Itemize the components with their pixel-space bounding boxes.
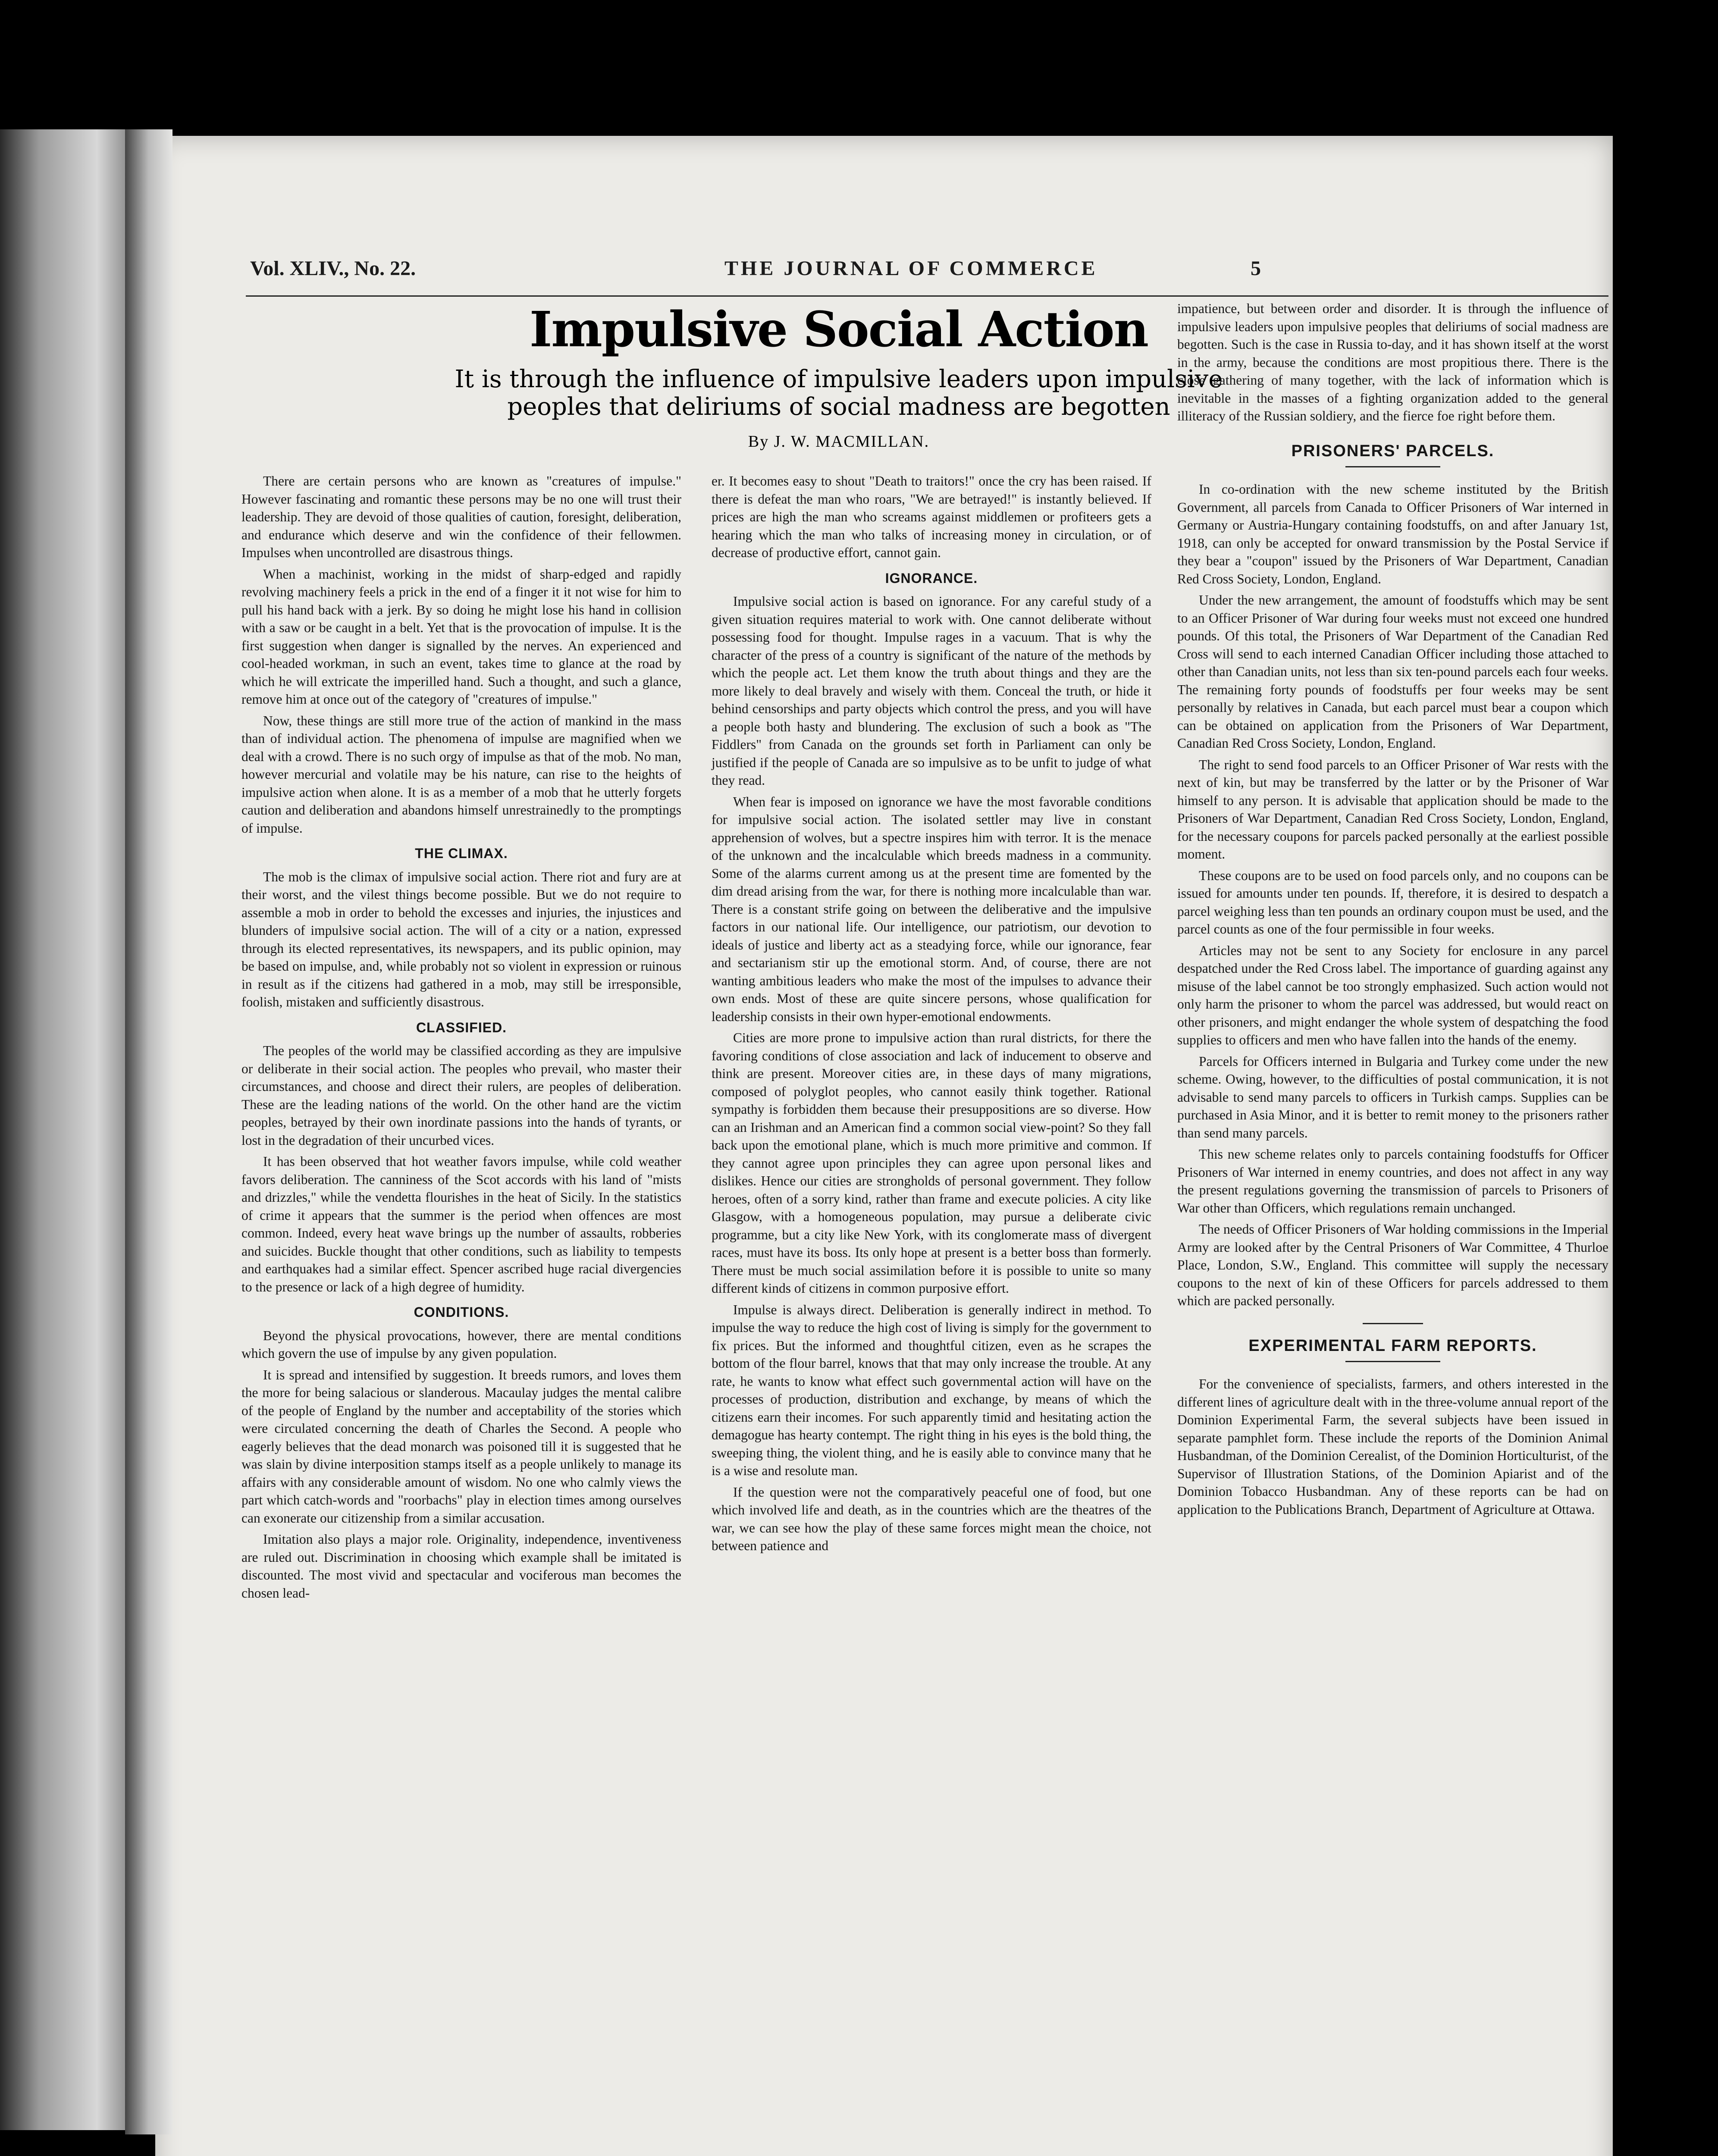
paragraph: In co-ordination with the new scheme instituted by the British Government, all parcels from Canada to Officer Prisoners of War interned in Germany or Austria-Hungary containing foodstuffs, on and after January 1st, 1918, can only be accepted for onward transmission by the Postal Service if they bear a "coupon" issued by the Prisoners of War Department, Canadian Red Cross Society, London, England. — [1177, 482, 1608, 586]
paragraph: When a machinist, working in the midst of sharp-edged and rapidly revolving machinery feels a prick in the end of a finger it it not wise for him to pull his hand back with a jerk. By so doing he might lose his hand in collision with a saw or be caught in a belt. Yet that is the provocation of impulse. It is the first suggestion when danger is signalled by the nerves. An experienced and cool-headed workman, in such an event, takes time to glance at the road by which he will extricate the imperilled hand. Such a thought, and such a glance, remove him at once out of the category of "creatures of impulse." — [241, 566, 681, 707]
heading-rule — [1345, 466, 1440, 467]
paragraph: er. It becomes easy to shout "Death to traitors!" once the cry has been raised. If there is defeat the man who roars, "We are betrayed!" is instantly believed. If prices are high the man who screams against middlemen or profiteers gets a hearing which the man who talks of increasing money in circulation, or of decrease of productive effort, cannot gain. — [712, 473, 1151, 560]
section-heading-climax: THE CLIMAX. — [415, 846, 508, 861]
column-2 — [712, 472, 1151, 1558]
column-3 — [1177, 300, 1608, 1522]
column-1 — [241, 472, 681, 1605]
paragraph: Now, these things are still more true of the action of mankind in the mass than of individual action. The phenomena of impulse are magnified when we deal with a crowd. There is no such orgy of impulse as that of the mob. No man, however mercurial and volatile may be his nature, can rise to the heights of impulsive action when alone. It is as a member of a mob that he utterly forgets caution and deliberation and abandons himself unrestrainedly to the promptings of impulse. — [241, 713, 681, 836]
paragraph: If the question were not the comparatively peaceful one of food, but one which involved life and death, as in the countries which are the theatres of the war, we can see how the play of these same forces might mean the choice, not between patience and — [712, 1484, 1151, 1553]
section-heading-conditions: CONDITIONS. — [414, 1304, 509, 1320]
paragraph: Under the new arrangement, the amount of foodstuffs which may be sent to an Officer Prisoner of War during four weeks must not exceed one hundred pounds. Of this total, the Prisoners of War Department of the Canadian Red Cross will send to each interned Canadian Officer including those attached to other than Canadian units, not less than six ten-pound parcels each four weeks. The remaining forty pounds of foodstuffs per four weeks may be sent personally by relatives in Canada, but each parcel must bear a coupon which can be obtained on application from the Prisoners of War Department, Canadian Red Cross Society, London, England. — [1177, 592, 1608, 751]
paragraph: When fear is imposed on ignorance we have the most favorable conditions for impulsive social action. The isolated settler may live in constant apprehension of wolves, but a spectre inspires him with terror. It is the menace of the unknown and the incalculable which breeds madness in a community. Some of the alarms current among us at the present time are fomented by the dim dread arising from the war, for there is nothing more incalculable than war. There is a constant strife going on between the deliberative and the impulsive factors in our national life. Our intelligence, our patriotism, our devotion to ideals of justice and liberty act as a steadying force, while our ignorance, fear and sectarianism stir up the emotional storm. And, of course, there are not wanting ambitious leaders who make the most of the impulses to advance their own ends. Most of these are quite sincere persons, whose qualification for leadership consists in their own hyper-emotional endowments. — [712, 794, 1151, 1024]
paragraph: Articles may not be sent to any Society for enclosure in any parcel despatched under the Red Cross label. The importance of guarding against any misuse of the label cannot be too strongly emphasized. Such action would not only harm the prisoner to whom the parcel was addressed, but would react on other prisoners, and might endanger the whole system of despatching the food supplies to officers and men who have fallen into the hands of the enemy. — [1177, 943, 1608, 1047]
paragraph: The right to send food parcels to an Officer Prisoner of War rests with the next of kin, but may be transferred by the latter or by the Prisoner of War himself to any person. It is advisable that application should be made to the Prisoners of War Department, Canadian Red Cross Society, London, England, for the necessary coupons for parcels packed personally at the earliest possible moment. — [1177, 757, 1608, 862]
experimental-farm-heading: EXPERIMENTAL FARM REPORTS. — [1248, 1336, 1537, 1355]
paragraph: Parcels for Officers interned in Bulgaria and Turkey come under the new scheme. Owing, however, to the difficulties of postal communication, it is not advisable to send many parcels to officers in Turkish camps. Supplies can be purchased in Asia Minor, and it is better to remit money to the prisoners rather than send many parcels. — [1177, 1053, 1608, 1141]
volume-number: Vol. XLIV., No. 22. — [250, 257, 416, 280]
page-content — [155, 136, 1613, 2156]
page-number: 5 — [1251, 257, 1261, 280]
article-subtitle: It is through the influence of impulsive leaders upon impulsive peoples that deliriums of social madness are begotten — [455, 365, 1223, 421]
paragraph: Cities are more prone to impulsive action than rural districts, for there the favoring conditions of close association and lack of inducement to observe and think are present. Moreover cities are, in these days of many migrations, composed of polyglot peoples, who cannot easily think together. Rational sympathy is forbidden them because their presuppositions are so diverse. How can an Irishman and an American find a common social view-point? So they fall back upon the emotional plane, which is much more primitive and common. If they cannot agree upon principles they can agree upon personal likes and dislikes. Hence our cities are strongholds of personal government. They follow heroes, often of a sorry kind, rather than frame and execute policies. A city like Glasgow, with a homogeneous population, may pursue a deliberate civic programme, but a city like New York, with its conglomerate mass of divergent races, must have its boss. Its only hope at present is a better boss than formerly. There must be much social assimilation before it is possible to unite so many different kinds of citizens in common purposive effort. — [712, 1030, 1151, 1296]
paragraph: This new scheme relates only to parcels containing foodstuffs for Officer Prisoners of War interned in enemy countries, and does not affect in any way the present regulations governing the transmission of parcels to Prisoners of War other than Officers, which regulations remain unchanged. — [1177, 1147, 1608, 1216]
article-title: Impulsive Social Action — [529, 301, 1148, 358]
paragraph: Impulse is always direct. Deliberation is generally indirect in method. To impulse the way to reduce the high cost of living is simply for the government to fix prices. But the informed and thoughtful citizen, even as he scrapes the bottom of the flour barrel, knows that that may only increase the trouble. At any rate, he wants to know what effect such governmental action will have on the processes of production, distribution and exchange, by means of which the citizens earn their incomes. For such apparently timid and hesitating action the demagogue has hearty contempt. The right thing in his eyes is the bold thing, the sweeping thing, the violent thing, and he is easily able to convince many that he is a wise and resolute man. — [712, 1302, 1151, 1478]
heading-rule — [1345, 1361, 1440, 1362]
header-rule — [246, 295, 1608, 297]
facing-page-edge — [0, 129, 129, 2130]
paragraph: impatience, but between order and disorder. It is through the influence of impulsive leaders upon impulsive peoples that deliriums of social madness are begotten. Such is the case in Russia to-day, and it has shown itself at the worst in the army, because the conditions are most propitious there. There is the close gathering of many together, with the lack of information which is inevitable in the masses of a fighting organization added to the general illiteracy of the Russian soldiery, and the fierce foe right before them. — [1177, 301, 1608, 423]
paragraph: The peoples of the world may be classified according as they are impulsive or deliberate in their social action. The peoples who prevail, who master their circumstances, and choose and direct their rulers, are peoples of deliberation. These are the leading nations of the world. On the other hand are the victim peoples, betrayed by their own inordinate passions into the hands of tyrants, or lost in the degradation of their uncurbed vices. — [241, 1043, 681, 1148]
section-heading-ignorance: IGNORANCE. — [885, 570, 978, 586]
article-byline: By J. W. MACMILLAN. — [748, 432, 930, 451]
paragraph: Impulsive social action is based on ignorance. For any careful study of a given situation requires material to work with. One cannot deliberate without possessing food for thought. Impulse rages in a vacuum. That is why the character of the press of a country is significant of the nature of the methods by which the people act. Let them know the truth about things and they are the more likely to deal bravely and wisely with them. Conceal the truth, or hide it behind censorships and party objects which control the press, and you will have a people both hasty and blundering. The exclusion of such a book as "The Fiddlers" from Canada on the grounds set forth in Parliament can only be justified if the people of Canada are so impulsive as to be unfit to judge of what they read. — [712, 594, 1151, 788]
paragraph: These coupons are to be used on food parcels only, and no coupons can be issued for amounts under ten pounds. If, therefore, it is desired to despatch a parcel weighing less than ten pounds an ordinary coupon must be used, and the parcel counts as one of the four permissible in four weeks. — [1177, 868, 1608, 937]
paragraph: The mob is the climax of impulsive social action. There riot and fury are at their worst, and the vilest things become possible. But we do not require to assemble a mob in order to behold the excesses and injuries, the injustices and blunders of impulsive social action. The will of a city or a nation, expressed through its elected representatives, its newspapers, and its public opinion, may be based on impulse, and, while probably not so violent in expression or ruinous in result as if the citizens had gathered in a mob, may still be irresponsible, foolish, mistaken and sufficiently disastrous. — [241, 869, 681, 1009]
prisoners-parcels-heading: PRISONERS' PARCELS. — [1291, 442, 1495, 460]
paragraph: The needs of Officer Prisoners of War holding commissions in the Imperial Army are looked after by the Central Prisoners of War Committee, 4 Thurloe Place, London, S.W., England. This committee will supply the necessary coupons to the next of kin of these Officers for parcels addressed to them which are packed personally. — [1177, 1222, 1608, 1308]
paragraph: It has been observed that hot weather favors impulse, while cold weather favors deliberation. The canniness of the Scot accords with his land of "mists and drizzles," while the vendetta flourishes in the heat of Sicily. In the statistics of crime it appears that the summer is the period when offences are most common. Indeed, every heat wave brings up the number of assaults, robberies and suicides. Buckle thought that other conditions, such as liability to tempests and earthquakes had a similar effect. Spencer ascribed huge racial divergencies to the presence or lack of a high degree of humidity. — [241, 1154, 681, 1294]
paragraph: For the convenience of specialists, farmers, and others interested in the different lines of agriculture dealt with in the three-volume annual report of the Dominion Experimental Farm, the several subjects have been issued in separate pamphlet form. These include the reports of the Dominion Animal Husbandman, of the Dominion Cerealist, of the Dominion Horticulturist, of the Supervisor of Illustration Stations, of the Dominion Apiarist and of the Dominion Tobacco Husbandman. Any of these reports can be had on application to the Publications Branch, Department of Agriculture at Ottawa. — [1177, 1376, 1608, 1517]
separator-rule — [1363, 1323, 1423, 1324]
article-heading — [414, 298, 1263, 451]
journal-name: THE JOURNAL OF COMMERCE — [724, 257, 1098, 280]
running-header — [250, 248, 1261, 295]
paragraph: It is spread and intensified by suggestion. It breeds rumors, and loves them the more for being salacious or slanderous. Macaulay judges the mental calibre of the people of England by the number and acceptability of the stories which were circulated concerning the death of Charles the Second. A people who eagerly believes that the dead monarch was poisoned till it is suggested that he was slain by divine interposition stamps itself as a people unlikely to manage its affairs with any considerable amount of wisdom. No one who calmly views the part which catch-words and "roorbachs" play in election times among ourselves can exonerate our citizenship from a similar accusation. — [241, 1367, 681, 1526]
paragraph: There are certain persons who are known as "creatures of impulse." However fascinating and romantic these persons may be no one will trust their leadership. They are devoid of those qualities of caution, foresight, deliberation, and endurance which deserve and win the confidence of their fellowmen. Impulses when uncontrolled are disastrous things. — [241, 473, 681, 560]
paragraph: Beyond the physical provocations, however, there are mental conditions which govern the use of impulse by any given population. — [241, 1328, 681, 1361]
section-heading-classified: CLASSIFIED. — [416, 1019, 507, 1035]
paragraph: Imitation also plays a major role. Originality, independence, inventiveness are ruled out. Discrimination in choosing which example shall be imitated is discounted. The most vivid and spectacular and vociferous man becomes the chosen lead- — [241, 1532, 681, 1601]
